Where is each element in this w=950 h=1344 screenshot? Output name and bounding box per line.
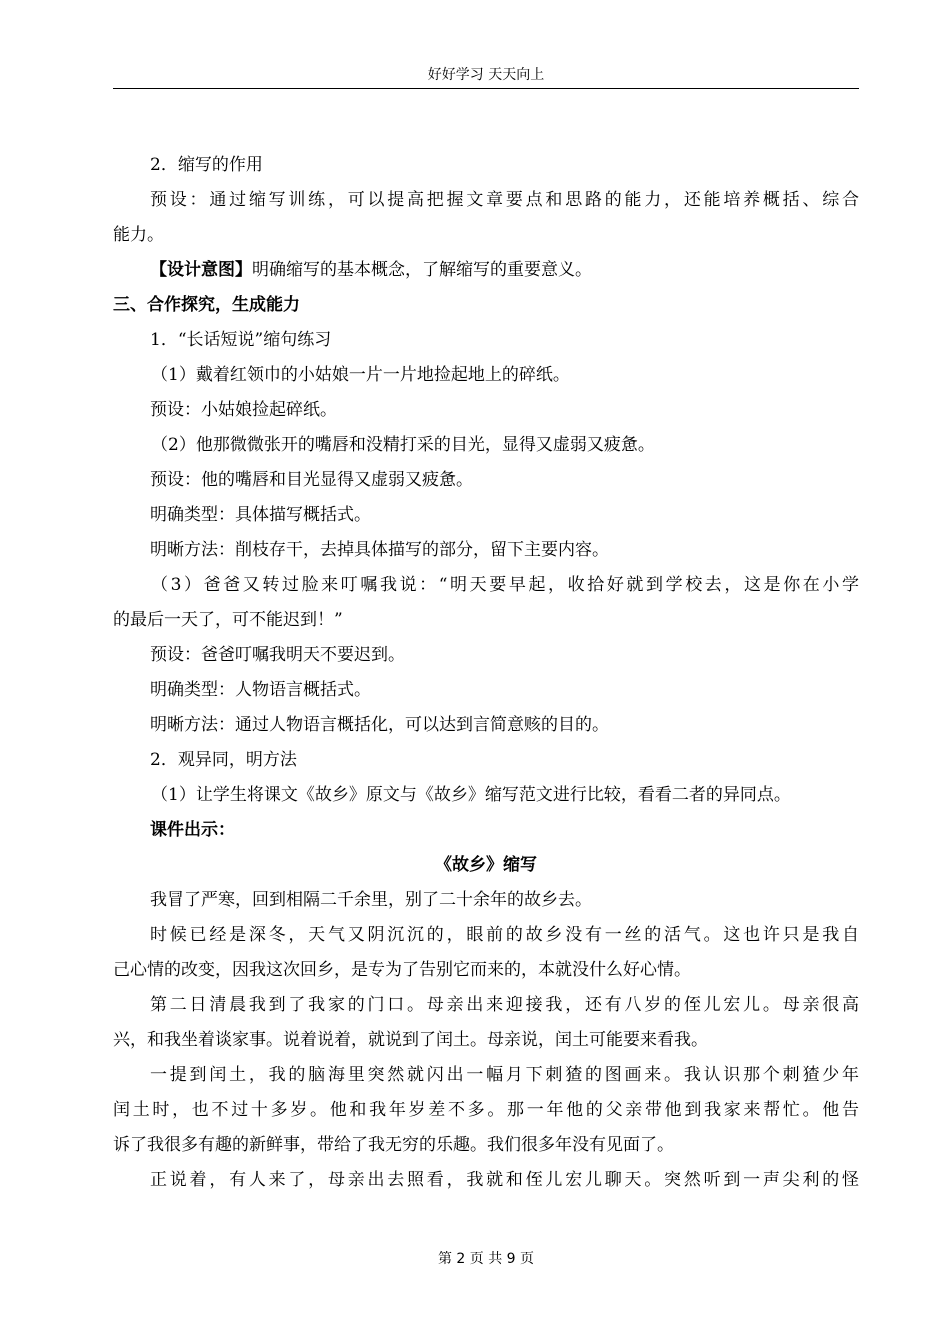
header-title: 好好学习 天天向上 [427, 67, 545, 83]
section-heading: 2．缩写的作用 [150, 155, 263, 175]
article-line: 第二日清晨我到了我家的门口。母亲出来迎接我，还有八岁的侄儿宏儿。母亲很高 [150, 995, 859, 1015]
method-line: 明晰方法：削枝存干，去掉具体描写的部分，留下主要内容。 [150, 540, 609, 560]
article-title: 《故乡》缩写 [435, 855, 537, 875]
type-line: 明确类型：人物语言概括式。 [150, 680, 371, 700]
article-line: 一提到闰土，我的脑海里突然就闪出一幅月下刺猹的图画来。我认识那个刺猹少年 [150, 1065, 859, 1085]
page-header [113, 64, 859, 89]
exercise-item: （1）让学生将课文《故乡》原文与《故乡》缩写范文进行比较，看看二者的异同点。 [151, 785, 791, 805]
section-title: 三、合作探究，生成能力 [113, 295, 300, 315]
exercise-item: （1）戴着红领巾的小姑娘一片一片地捡起地上的碎纸。 [151, 365, 570, 385]
design-intent-text: 明确缩写的基本概念，了解缩写的重要意义。 [252, 260, 592, 280]
document-body [113, 148, 859, 1198]
design-intent [113, 253, 859, 288]
page-footer [113, 1248, 859, 1268]
article-line: 兴，和我坐着谈家事。说着说着，就说到了闰土。母亲说，闰土可能要来看我。 [113, 1030, 708, 1050]
paragraph-line: 预设：通过缩写训练，可以提高把握文章要点和思路的能力，还能培养概括、综合 [150, 190, 859, 210]
design-intent-label: 【设计意图】 [150, 260, 252, 280]
answer-line: 预设：爸爸叮嘱我明天不要迟到。 [150, 645, 405, 665]
answer-line: 预设：他的嘴唇和目光显得又虚弱又疲惫。 [150, 470, 473, 490]
exercise-item: （3）爸爸又转过脸来叮嘱我说：“明天要早起，收拾好就到学校去，这是你在小学 [151, 575, 859, 595]
article-line: 闰土时，也不过十多岁。他和我年岁差不多。那一年他的父亲带他到我家来帮忙。他告 [113, 1100, 859, 1120]
article-line: 正说着，有人来了，母亲出去照看，我就和侄儿宏儿聊天。突然听到一声尖利的怪 [150, 1170, 859, 1190]
paragraph-line: 的最后一天了，可不能迟到！” [113, 610, 343, 630]
article-line: 诉了我很多有趣的新鲜事，带给了我无穷的乐趣。我们很多年没有见面了。 [113, 1135, 674, 1155]
paragraph-line: 能力。 [113, 225, 164, 245]
type-line: 明确类型：具体描写概括式。 [150, 505, 371, 525]
page-number: 第 2 页 共 9 页 [437, 1251, 535, 1267]
subsection-heading: 2．观异同，明方法 [150, 750, 297, 770]
courseware-label: 课件出示： [150, 820, 235, 840]
method-line: 明晰方法：通过人物语言概括化，可以达到言简意赅的目的。 [150, 715, 609, 735]
exercise-item: （2）他那微微张开的嘴唇和没精打采的目光，显得又虚弱又疲惫。 [151, 435, 655, 455]
article-line: 己心情的改变，因我这次回乡，是专为了告别它而来的，本就没什么好心情。 [113, 960, 691, 980]
article-line: 我冒了严寒，回到相隔二千余里，别了二十余年的故乡去。 [150, 890, 592, 910]
subsection-heading: 1．“长话短说”缩句练习 [150, 330, 332, 350]
answer-line: 预设：小姑娘捡起碎纸。 [150, 400, 337, 420]
article-line: 时候已经是深冬，天气又阴沉沉的，眼前的故乡没有一丝的活气。这也许只是我自 [150, 925, 859, 945]
